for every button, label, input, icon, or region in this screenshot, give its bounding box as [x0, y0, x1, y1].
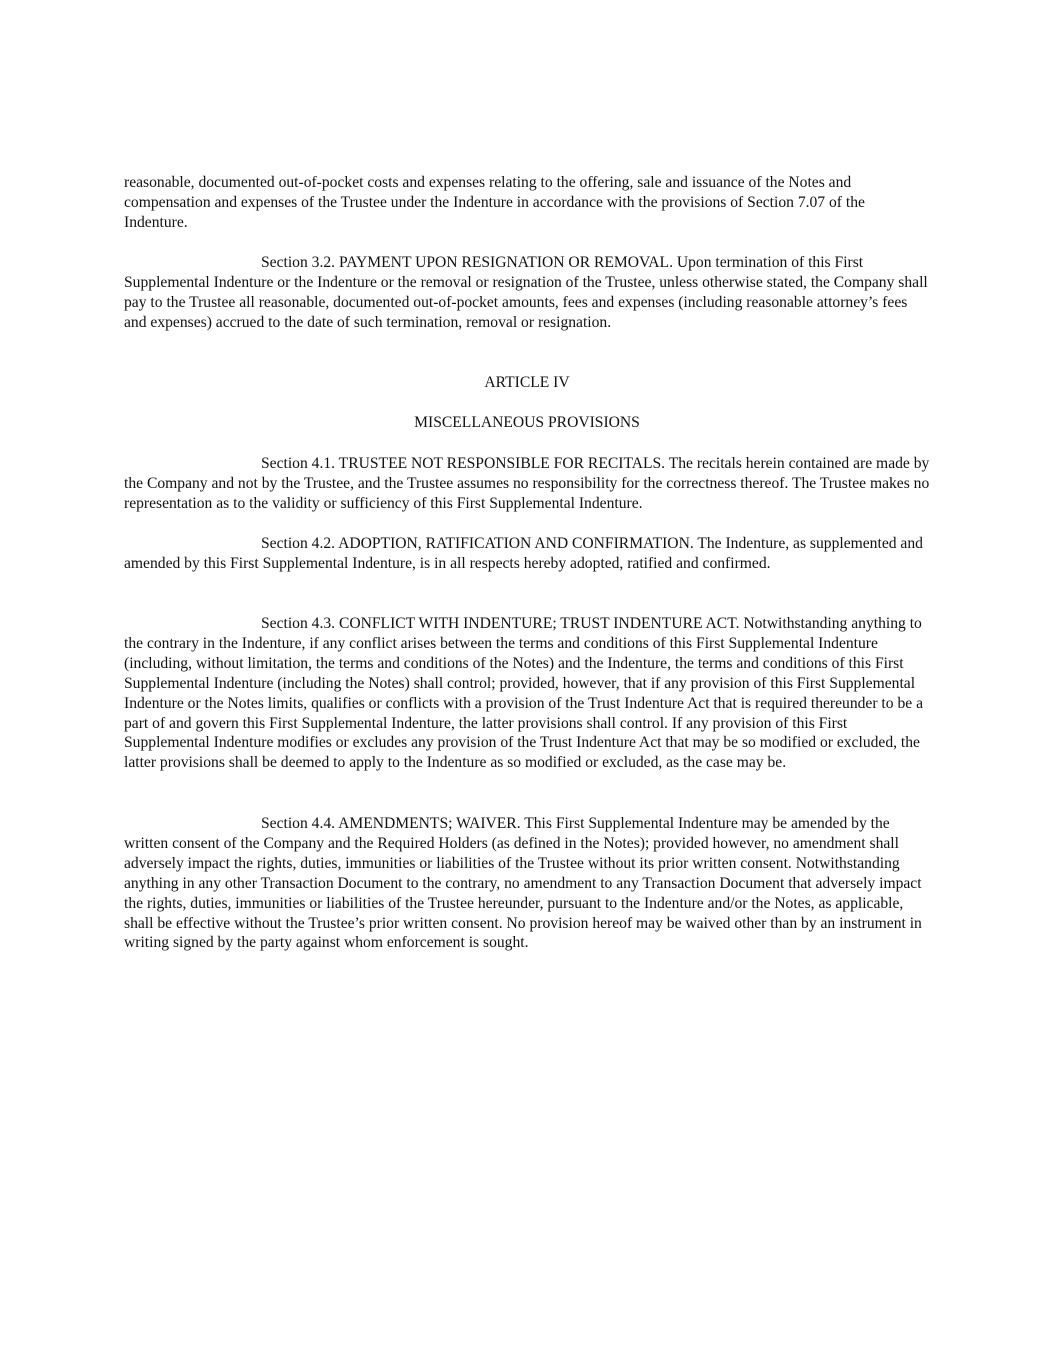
section-4-4-amendments-waiver: Section 4.4. AMENDMENTS; WAIVER. This First Supplemental Indenture may be amended by the written consent of the Company and the Required Holders (as defined in the Notes); provided however, no amendment shall adversely impact the rights, duties, immunities or liabilities of the Trustee without its prior written consent. Notwithstanding anything in any other Transaction Document to the contrary, no amendment to any Transaction Document that adversely impact the rights, duties, immunities or liabilities of the Trustee hereunder, pursuant to the Indenture and/or the Notes, as applicable, shall be effective without the Trustee’s prior written consent. No provision hereof may be waived other than by an instrument in writing signed by the party against whom enforcement is sought.	[124, 815, 922, 952]
article-title: MISCELLANEOUS PROVISIONS	[414, 414, 640, 431]
article-heading: ARTICLE IV	[484, 374, 570, 391]
section-4-3-conflict-with-indenture: Section 4.3. CONFLICT WITH INDENTURE; TRUST INDENTURE ACT. Notwithstanding anything to the contrary in the Indenture, if any conflict arises between the terms and conditions of this First Supplemental Indenture (including, without limitation, the terms and conditions of the Notes) and the Indenture, the terms and conditions of this First Supplemental Indenture (including the Notes) shall control; provided, however, that if any provision of this First Supplemental Indenture or the Notes limits, qualifies or conflicts with a provision of the Trust Indenture Act that is required thereunder to be a part of and govern this First Supplemental Indenture, the latter provisions shall control. If any provision of this First Supplemental Indenture modifies or excludes any provision of the Trust Indenture Act that may be so modified or excluded, the latter provisions shall be deemed to apply to the Indenture as so modified or excluded, as the case may be.	[124, 615, 923, 772]
section-4-2-adoption-ratification: Section 4.2. ADOPTION, RATIFICATION AND CONFIRMATION. The Indenture, as supplemented and amended by this First Supplemental Indenture, is in all respects hereby adopted, ratified and confirmed.	[124, 535, 923, 572]
section-3-2-payment-upon-resignation: Section 3.2. PAYMENT UPON RESIGNATION OR REMOVAL. Upon termination of this First Supplemental Indenture or the Indenture or the removal or resignation of the Trustee, unless otherwise stated, the Company shall pay to the Trustee all reasonable, documented out-of-pocket amounts, fees and expenses (including reasonable attorney’s fees and expenses) accrued to the date of such termination, removal or resignation.	[124, 254, 928, 331]
section-4-1-trustee-not-responsible: Section 4.1. TRUSTEE NOT RESPONSIBLE FOR RECITALS. The recitals herein contained are made by the Company and not by the Trustee, and the Trustee assumes no responsibility for the correctness thereof. The Trustee makes no representation as to the validity or sufficiency of this First Supplemental Indenture.	[124, 455, 930, 512]
paragraph-costs-continuation: reasonable, documented out-of-pocket costs and expenses relating to the offering, sale and issuance of the Notes and compensation and expenses of the Trustee under the Indenture in accordance with the provisions of Section 7.07 of the Indenture.	[124, 174, 865, 231]
